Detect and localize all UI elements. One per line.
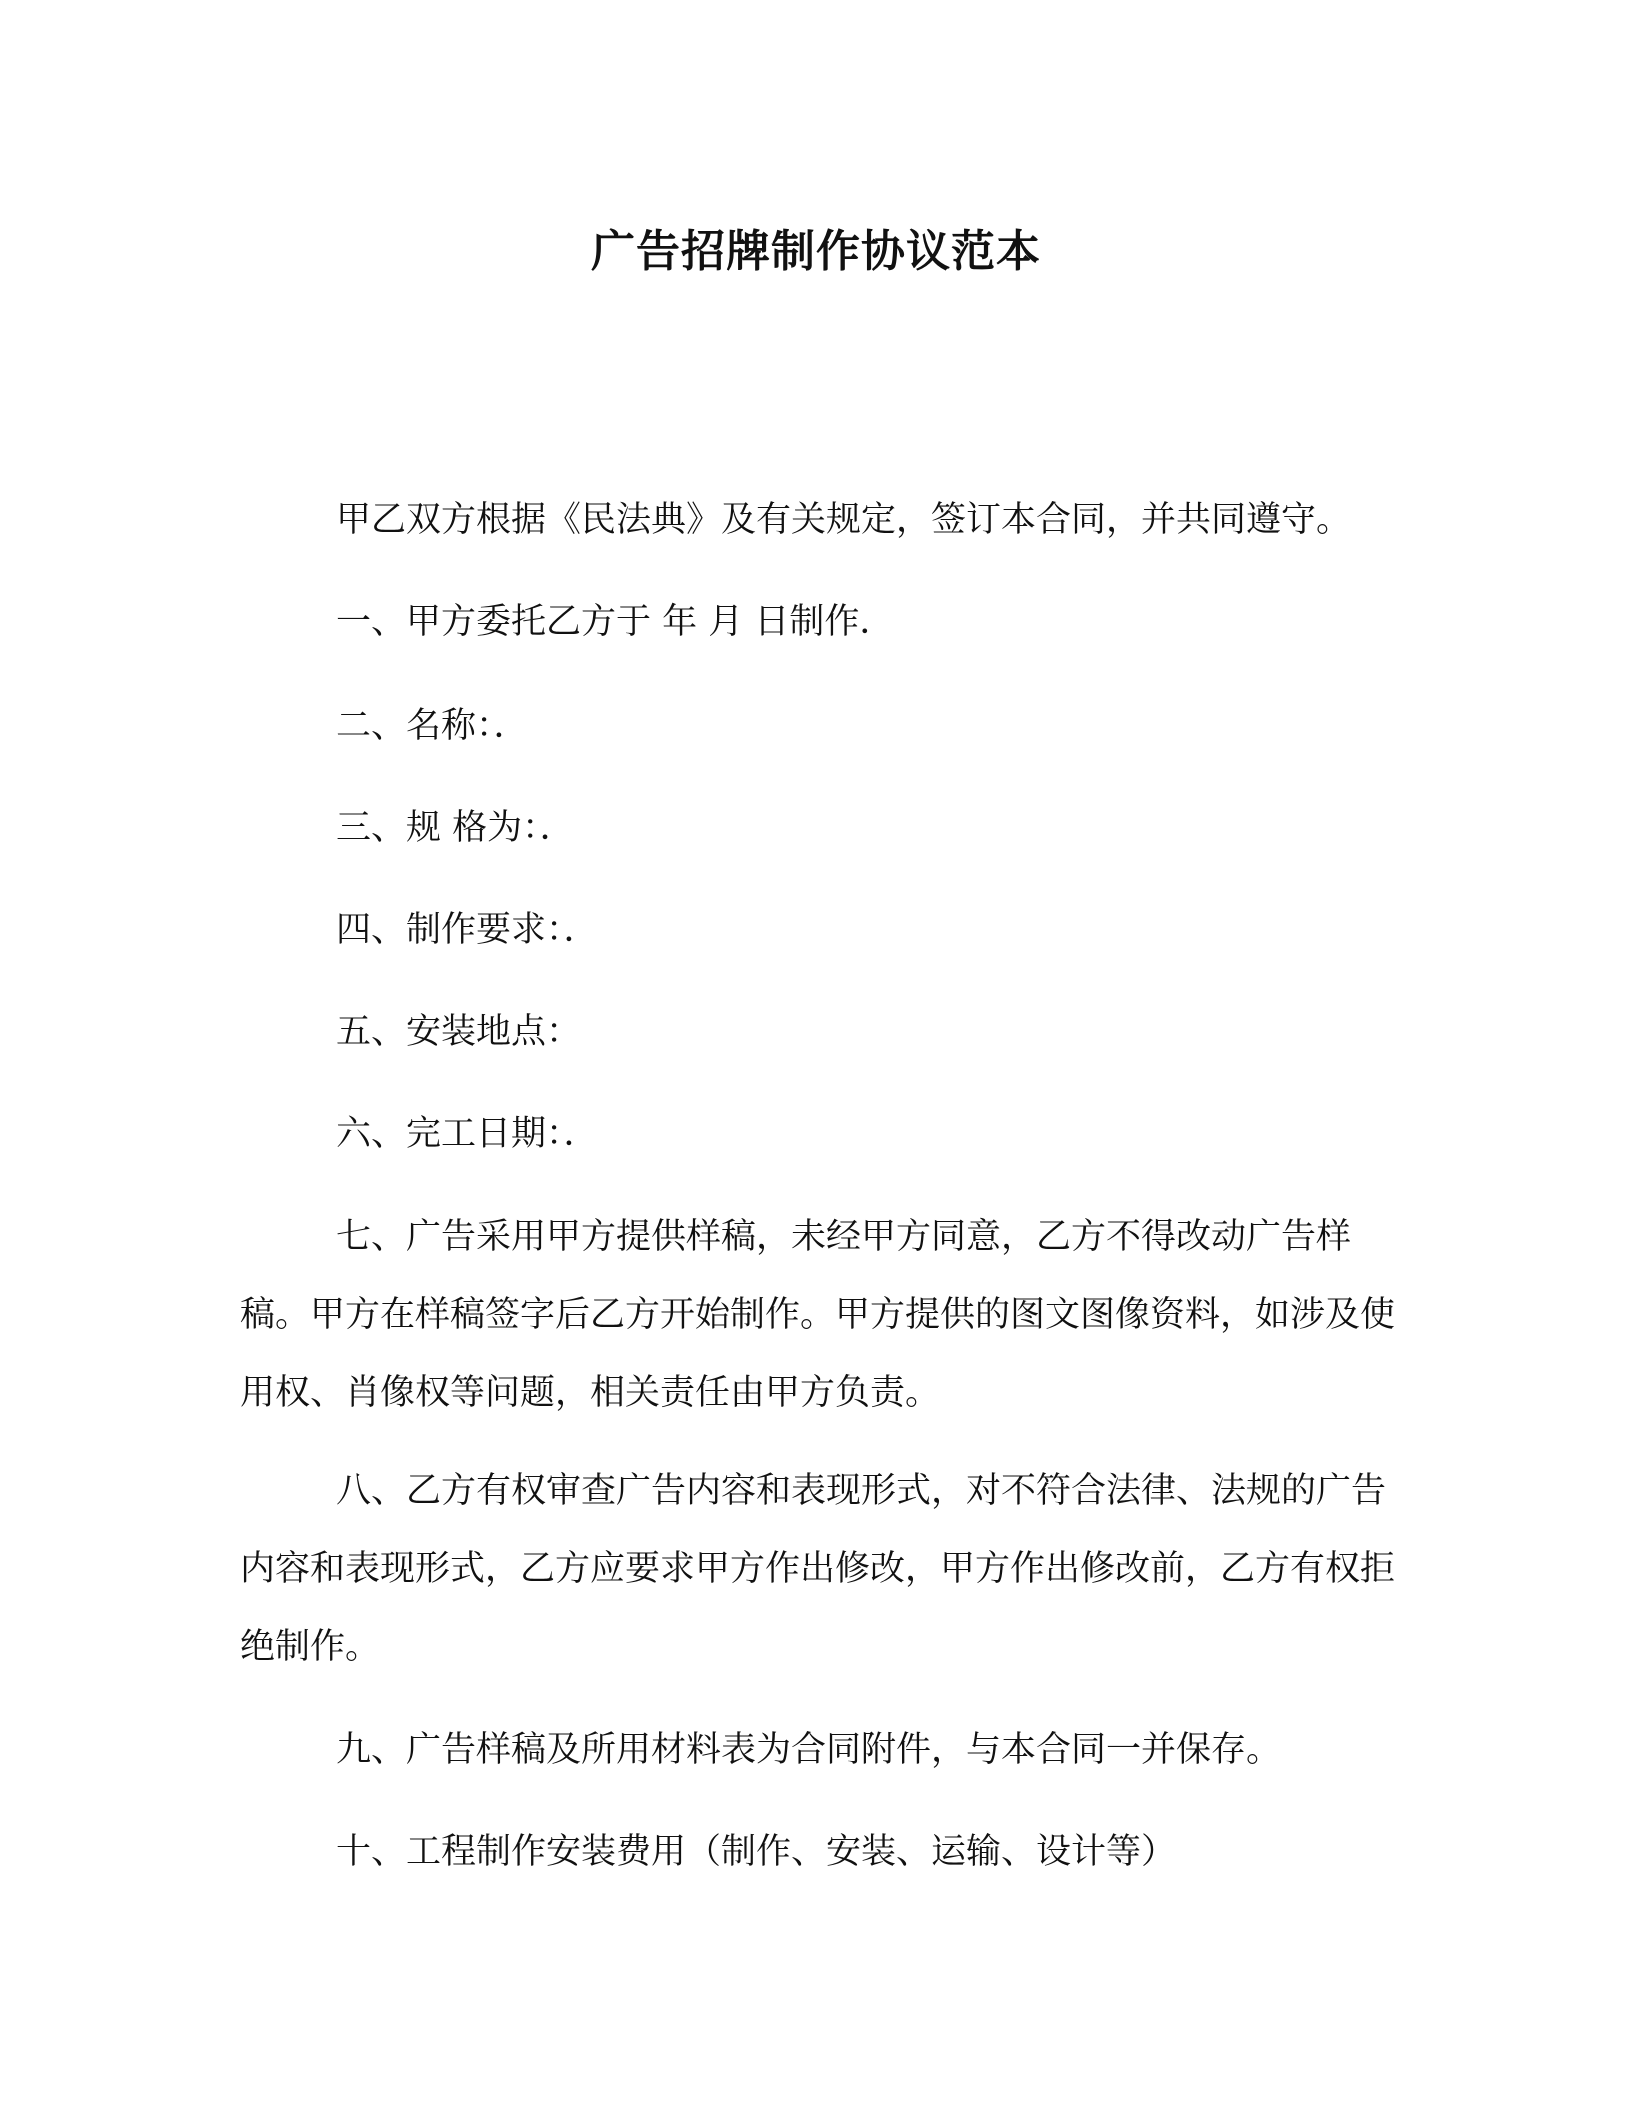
- clause-4-paragraph: 四、制作要求：．: [336, 910, 599, 950]
- clause-9-paragraph: 九、广告样稿及所用材料表为合同附件，与本合同一并保存。: [336, 1730, 1282, 1770]
- clause-2-paragraph: 二、名称：．: [336, 706, 529, 746]
- clause-5-paragraph: 五、安装地点：: [336, 1012, 582, 1052]
- clause-7-paragraph: 七、广告采用甲方提供样稿，未经甲方同意，乙方不得改动广告样稿。甲方在样稿签字后乙方开始制作。甲方提供的图文图像资料，如涉及使用权、肖像权等问题，相关责任由甲方负责。: [240, 1217, 1396, 1413]
- document-title: 广告招牌制作协议范本: [591, 226, 1041, 277]
- clause-10-paragraph: 十、工程制作安装费用（制作、安装、运输、设计等）: [336, 1832, 1177, 1872]
- clause-6-paragraph: 六、完工日期：．: [336, 1114, 599, 1154]
- clause-8-paragraph: 八、乙方有权审查广告内容和表现形式，对不符合法律、法规的广告内容和表现形式，乙方应要求甲方作出修改，甲方作出修改前，乙方有权拒绝制作。: [240, 1471, 1396, 1667]
- clause-1-paragraph: 一、甲方委托乙方于 年 月 日制作．: [336, 602, 895, 642]
- preamble-paragraph: 甲乙双方根据《民法典》及有关规定，签订本合同，并共同遵守。: [336, 500, 1352, 540]
- clause-3-paragraph: 三、规 格为：．: [336, 808, 575, 848]
